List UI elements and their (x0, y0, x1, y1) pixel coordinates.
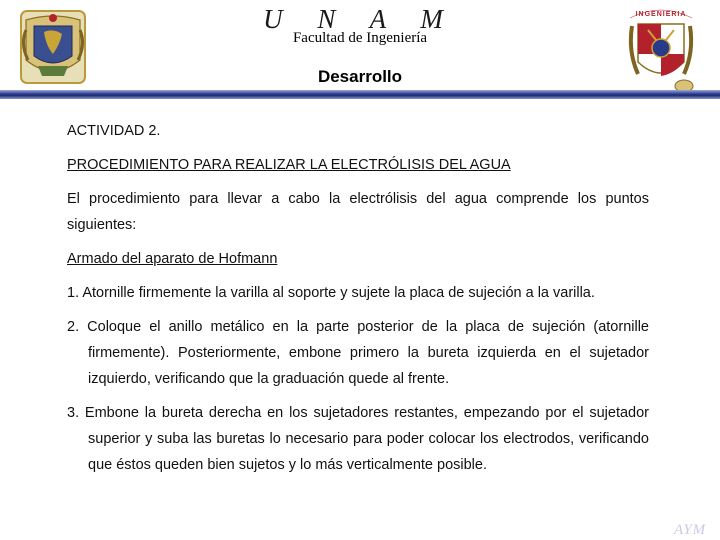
unam-title: U N A M (263, 4, 457, 34)
header-rule (0, 90, 720, 99)
faculty-name: Facultad de Ingeniería (292, 30, 428, 46)
ingenieria-logo-text: INGENIERIA (635, 11, 687, 18)
procedure-heading: PROCEDIMIENTO PARA REALIZAR LA ELECTRÓLISIS DEL AGUA (67, 157, 511, 173)
activity-label: ACTIVIDAD 2. (67, 123, 161, 139)
slide-content (67, 118, 649, 486)
step-2: 2. Coloque el anillo metálico en la parte posterior de la placa de sujeción (atornille firmemente). Posteriormente, embone primero la bureta izquierda en el sujetador izquierdo, verificando que la graduación quede al frente. (67, 319, 649, 387)
step-3: 3. Embone la bureta derecha en los sujetadores restantes, empezando por el sujetador superior y suba las buretas lo necesario para poder colocar los electrodos, verificando que éstos queden bien sujetos y lo más verticalmente posible. (67, 405, 649, 473)
ingenieria-crest-icon (624, 4, 698, 94)
subheading: Armado del aparato de Hofmann (67, 251, 278, 267)
intro-paragraph: El procedimiento para llevar a cabo la electrólisis del agua comprende los puntos siguientes: (67, 191, 649, 233)
slide-header (0, 0, 720, 100)
section-title: Desarrollo (317, 67, 403, 86)
step-1: 1. Atornille firmemente la varilla al soporte y sujete la placa de sujeción a la varilla. (67, 285, 595, 301)
aym-watermark: AYM (674, 522, 707, 538)
